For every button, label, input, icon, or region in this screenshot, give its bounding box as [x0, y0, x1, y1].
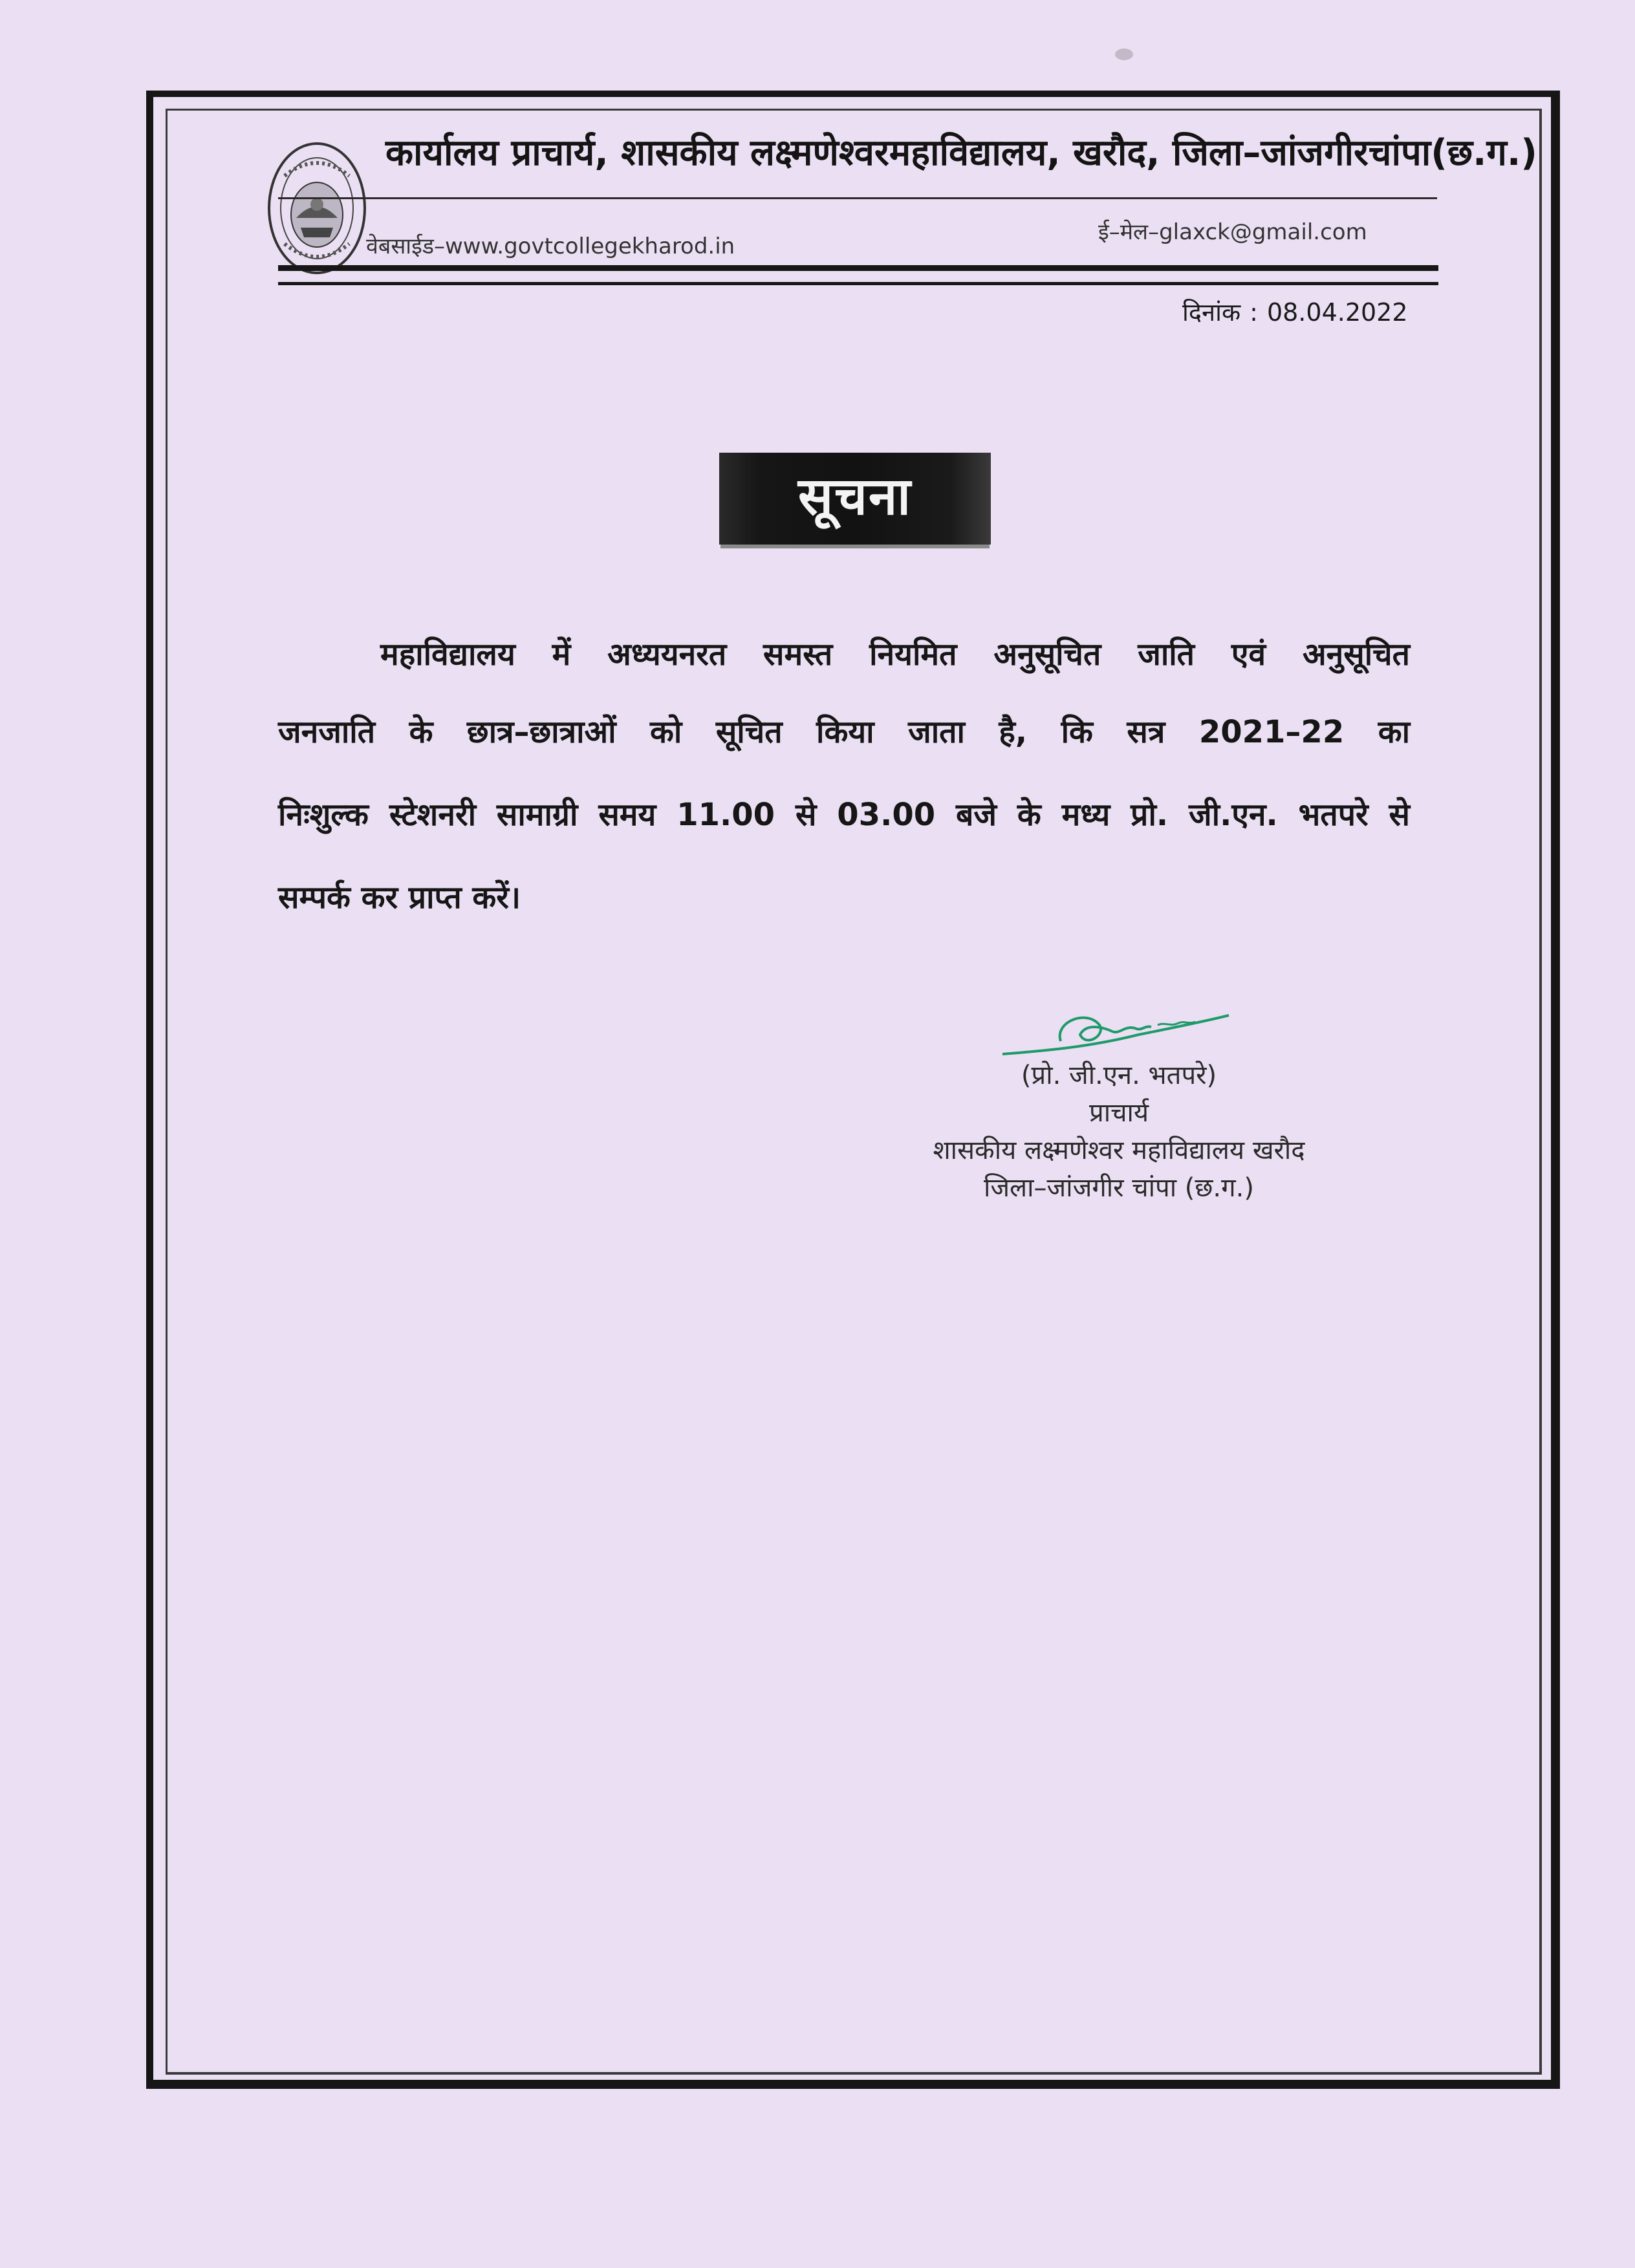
office-title: कार्यालय प्राचार्य, शासकीय लक्ष्मणेश्वरमहाविद्यालय, खरौद, जिला–जांजगीरचांपा(छ.ग.): [385, 132, 1537, 174]
date-value: 08.04.2022: [1266, 298, 1408, 327]
notice-body-line: निःशुल्क स्टेशनरी सामाग्री समय 11.00 से 03.00 बजे के मध्य प्रो. जी.एन. भतपरे से: [278, 797, 1410, 833]
notice-heading-box: [719, 453, 991, 545]
notice-body-line: जनजाति के छात्र–छात्राओं को सूचित किया जाता है, कि सत्र 2021–22 का: [278, 714, 1410, 750]
website-text: वेबसाईड–www.govtcollegekharod.in: [366, 233, 735, 259]
header-divider-thick-lower: [278, 282, 1438, 285]
header-divider-thin: [278, 197, 1437, 199]
notice-title: सूचना: [798, 466, 912, 526]
email-text: ई–मेल–glaxck@gmail.com: [1098, 219, 1367, 245]
date-line: [1182, 295, 1408, 329]
signatory-block: [867, 1057, 1371, 1207]
date-separator: :: [1250, 298, 1258, 327]
signatory-name: (प्रो. जी.एन. भतपरे): [1021, 1061, 1217, 1090]
college-seal-icon: [265, 137, 369, 279]
header-divider-thick: [278, 265, 1438, 271]
signatory-district: जिला–जांजगीर चांपा (छ.ग.): [984, 1173, 1254, 1203]
signatory-designation: प्राचार्य: [1088, 1098, 1149, 1128]
notice-body-line: सम्पर्क कर प्राप्त करें।: [278, 880, 521, 916]
signatory-institution: शासकीय लक्ष्मणेश्वर महाविद्यालय खरौद: [933, 1136, 1305, 1165]
notice-body-line: महाविद्यालय में अध्ययनरत समस्त नियमित अनुसूचित जाति एवं अनुसूचित: [380, 636, 1410, 673]
date-label: दिनांक: [1182, 298, 1241, 327]
scan-speck: [1111, 45, 1137, 63]
